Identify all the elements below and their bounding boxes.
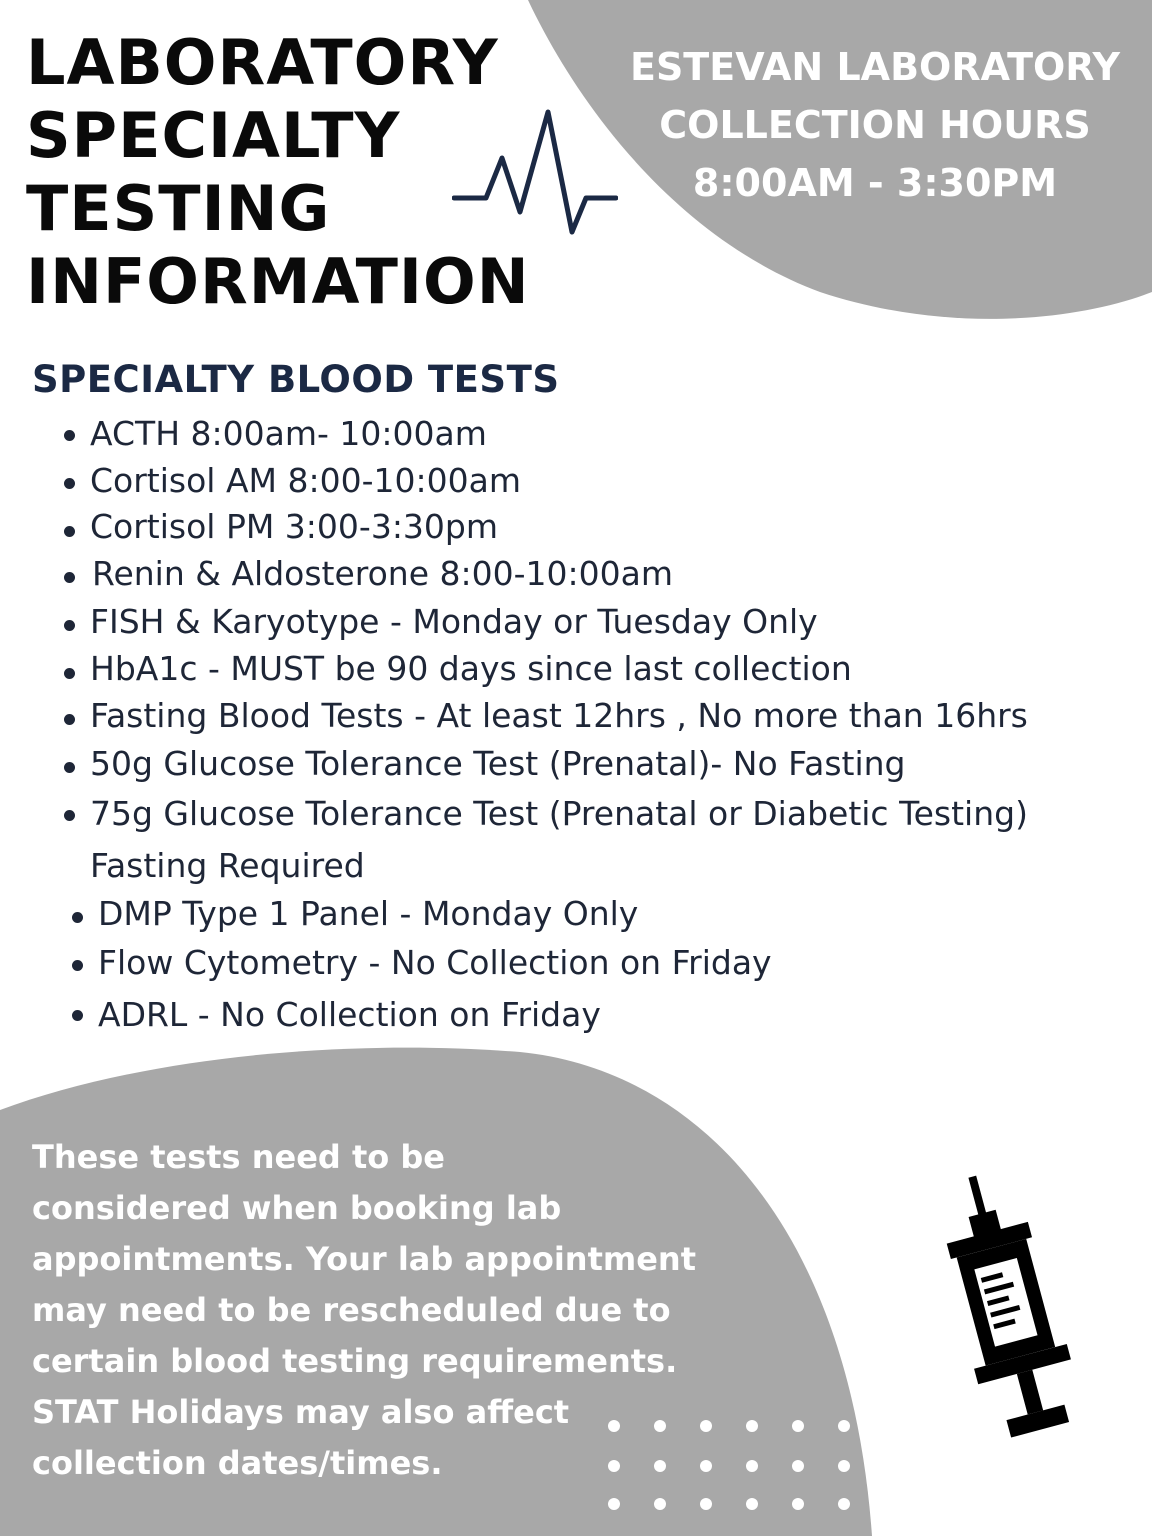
list-item: [60, 646, 1150, 692]
list-item: [60, 788, 1150, 890]
list-item: [68, 988, 1150, 1038]
test-text: HbA1c - MUST be 90 days since last collection: [90, 649, 852, 688]
test-text: Fasting Blood Tests - At least 12hrs , No more than 16hrs: [90, 696, 1028, 735]
title-line: INFORMATION: [26, 245, 530, 318]
test-text: DMP Type 1 Panel - Monday Only: [98, 894, 639, 933]
title-line: TESTING: [26, 172, 331, 245]
collection-hours: [600, 38, 1150, 212]
list-item: [60, 550, 1150, 598]
title-line: LABORATORY: [26, 26, 499, 99]
test-text: Cortisol AM 8:00-10:00am: [90, 461, 521, 500]
test-text: ADRL - No Collection on Friday: [98, 995, 601, 1034]
notice-line: certain blood testing requirements.: [32, 1342, 678, 1380]
test-text: 50g Glucose Tolerance Test (Prenatal)- No Fasting: [90, 744, 906, 783]
notice-line: considered when booking lab: [32, 1189, 562, 1227]
heartbeat-line-icon: [452, 108, 618, 244]
test-subnote: Fasting Required: [90, 846, 365, 885]
collection-hours-label: COLLECTION HOURS: [659, 103, 1091, 147]
test-text: ACTH 8:00am- 10:00am: [90, 414, 487, 453]
list-item: [60, 408, 1150, 456]
collection-hours-location: ESTEVAN LABORATORY: [629, 45, 1120, 89]
syringe-icon: [928, 1170, 1088, 1454]
test-text: Flow Cytometry - No Collection on Friday: [98, 943, 772, 982]
list-item: [60, 740, 1150, 788]
notice-line: collection dates/times.: [32, 1444, 443, 1482]
test-text: Cortisol PM 3:00-3:30pm: [90, 507, 499, 546]
notice-line: appointments. Your lab appointment: [32, 1240, 696, 1278]
test-text: FISH & Karyotype - Monday or Tuesday Only: [90, 602, 818, 641]
collection-hours-time: 8:00AM - 3:30PM: [692, 161, 1058, 205]
list-item: [60, 456, 1150, 504]
dot-grid-decoration: [602, 1408, 862, 1524]
notice-line: may need to be rescheduled due to: [32, 1291, 671, 1329]
list-item: [68, 890, 1150, 938]
list-item: [60, 504, 1150, 550]
test-text: Renin & Aldosterone 8:00-10:00am: [92, 554, 673, 593]
test-list: [60, 408, 1150, 1038]
title-line: SPECIALTY: [26, 99, 401, 172]
list-item: [60, 692, 1150, 740]
section-heading: SPECIALTY BLOOD TESTS: [32, 358, 560, 401]
notice-line: These tests need to be: [32, 1138, 445, 1176]
list-item: [60, 598, 1150, 646]
notice-line: STAT Holidays may also affect: [32, 1393, 570, 1431]
test-text: 75g Glucose Tolerance Test (Prenatal or Diabetic Testing): [90, 794, 1028, 833]
list-item: [68, 938, 1150, 988]
